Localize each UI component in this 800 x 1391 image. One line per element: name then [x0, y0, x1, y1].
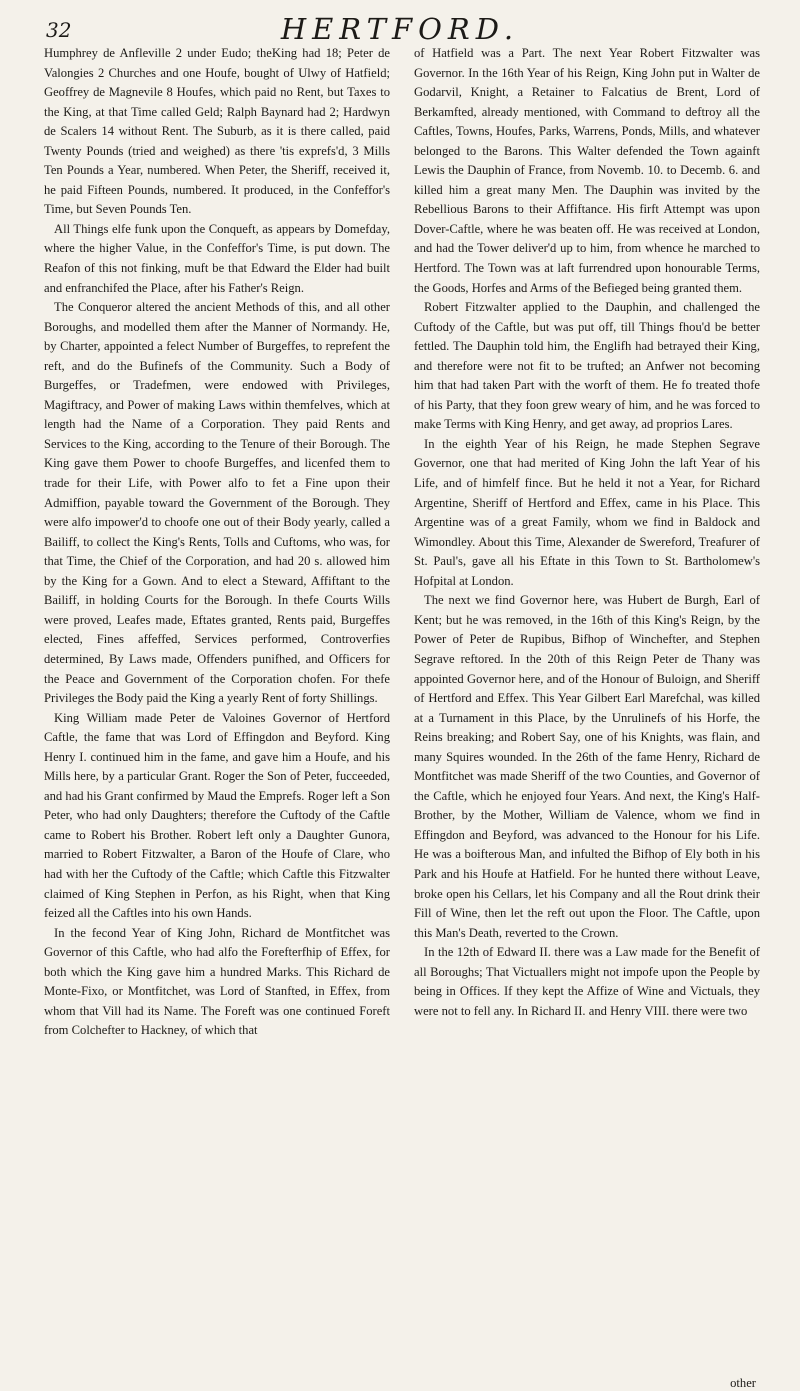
running-title: HERTFORD.: [280, 12, 520, 46]
paragraph: All Things elfe funk upon the Conqueft, as appears by Domefday, where the higher Value, in the Confeffor's Time, is put down. The Reafon of this not finking, muft be that Edward the Elder had built and enfranchifed the Place, after his Father's Reign.: [44, 221, 390, 295]
right-column: [414, 44, 760, 1041]
paragraph: of Hatfield was a Part. The next Year Robert Fitzwalter was Governor. In the 16th Year of his Reign, King John put in Walter de Godarvil, Knight, a Retainer to Falcatius de Brent, Lord of Berkamfted, already mentioned, with Command to deftroy all the Caftles, Towns, Houfes, Parks, Warrens, Ponds, Mills, and whatever belonged to the Barons. This Walter defended the Town againft Lewis the Dauphin of France, from Novemb. 10. to Decemb. 6. and killed him a great many Men. The Dauphin was invited by the Rebellious Barons to their Affiftance. His firft Attempt was upon Dover-Caftle, where he was beaten off. He was received at London, and had the Tower deliver'd up to him, from whence he marched to Hertford. The Town was at laft furrendred upon honourable Terms, the Goods, Horfes and Arms of the Befieged being granted them.: [414, 46, 760, 295]
left-column: [44, 44, 390, 1041]
catchword: other: [730, 1376, 756, 1390]
paragraph: In the eighth Year of his Reign, he made Stephen Segrave Governor, one that had merited of King John the laft Year of his Life, and of himfelf fince. But he held it not a Year, for Richard Argentine, Sheriff of Hertford and Effex, came in his Place. This Argentine was of a great Family, whom we find in Baldock and Wimondley. About this Time, Alexander de Swereford, Treafurer of St. Paul's, gave all his Eftate in this Town to St. Bartholomew's Hofpital at London.: [414, 436, 760, 588]
page-number: 32: [46, 18, 72, 42]
paragraph: Robert Fitzwalter applied to the Dauphin, and challenged the Cuftody of the Caftle, but was put off, till Things fhou'd be better fettled. The Dauphin told him, the Englifh had betrayed their King, and therefore were not fit to be trufted; an Anfwer not becoming him that had taken Part with the worft of them. He fo treated thofe of his Party, that they foon grew weary of him, and he was forced to make Terms with King Henry, and get away, ad proprios Lares.: [414, 300, 760, 432]
paragraph: In the 12th of Edward II. there was a Law made for the Benefit of all Boroughs; That Victuallers might not impofe upon the People by being in Offices. If they kept the Affize of Wine and Victuals, they were not to fell any. In Richard II. and Henry VIII. there were two: [414, 945, 760, 1018]
paragraph: The Conqueror altered the ancient Methods of this, and all other Boroughs, and modelled them after the Manner of Normandy. He, by Charter, appointed a felect Number of Burgeffes, to reprefent the reft, and do the Bufinefs of the Community. Such a Body of Burgeffes, or Tradefmen, were endowed with Privileges, Magiftracy, and Power of making Laws within themfelves, which at length had the Name of a Corporation. They paid Rents and Services to the King, according to the Tenure of their Borough. The King gave them Power to choofe Burgeffes, and licenfed them to trade for their Life, with Power alfo to fet a Fine upon their Admiffion, payable toward the Government of the Borough. They were alfo impower'd to choofe one out of their Body yearly, called a Bailiff, to collect the King's Rents, Tolls and Cuftoms, who was, for that Time, the Chief of the Corporation, and had 20 s. allowed him by the King for a Gown. And to elect a Steward, Affiftant to the Bailiff, in holding Courts for the Borough. In thefe Courts Wills were proved, Leafes made, Eftates granted, Rents paid, Burgeffes elected, Fines affeffed, Services performed, Controverfies determined, By Laws made, Offenders punifhed, and Officers for the Peace and Government of the Corporation chofen. For thefe Privileges the Body paid the King a yearly Rent of forty Shillings.: [44, 300, 390, 706]
paragraph: King William made Peter de Valoines Governor of Hertford Caftle, the fame that was Lord of Effingdon and Beyford. King Henry I. continued him in the fame, and gave him a Houfe, and his Mills here, by a particular Grant. Roger the Son of Peter, fucceeded, and had his Grant confirmed by Maud the Emprefs. Roger left a Son Peter, who had only Daughters; therefore the Cuftody of the Caftle came to Robert his Brother. Robert left only a Daughter Gunora, married to Robert Fitzwalter, a Baron of the Houfe of Clare, who had with her the Cuftody of the Caftle; which Caftle this Fitzwalter claimed of King Stephen in Perfon, as his Right, when that King feized all the Caftles into his own Hands.: [44, 710, 390, 921]
text-columns: [44, 44, 760, 1041]
paragraph: The next we find Governor here, was Hubert de Burgh, Earl of Kent; but he was removed, in the 16th of this King's Reign, by the Power of Peter de Rupibus, Bifhop of Winchefter, and Stephen Segrave reftored. In the 20th of this Reign Peter de Thany was appointed Governor here, and of the Honour of Buloign, and Sheriff of Hertford and Effex. This Year Gilbert Earl Marefchal, was killed at a Turnament in this Place, by the Unrulinefs of his Horfe, the Reins breaking; and Robert Say, one of his Knights, was flain, and many Squires wounded. In the 26th of the fame Henry, Richard de Montfitchet was made Sheriff of the two Counties, and Governor of the Caftle, which he enjoyed four Years. And next, the King's Half-Brother, by the Mother, William de Valence, whom we find in Effingdon and Beyford, was advanced to the Honour for his Life. He was a boifterous Man, and infulted the Bifhop of Ely both in his Park and his Houfe at Hatfield. For he hunted there without Leave, broke open his Cellars, let his Company and all the Rout drink their Fill of Wine, then let the reft out upon the Floor. The Caftle, upon this Man's Death, reverted to the Crown.: [414, 593, 760, 940]
paragraph: In the fecond Year of King John, Richard de Montfitchet was Governor of this Caftle, who had alfo the Forefterfhip of Effex, for both which the King gave him a hundred Marks. This Richard de Monte-Fixo, or Montfitchet, was Lord of Stanfted, in Effex, from whom that Vill had its Name. The Foreft was one continued Foreft from Colchefter to Hackney, of which that: [44, 925, 390, 1038]
paragraph: Humphrey de Anfleville 2 under Eudo; theKing had 18; Peter de Valongies 2 Churches and one Houfe, bought of Ulwy of Hatfield; Geoffrey de Magnevile 8 Houfes, which paid no Rent, but Taxes to the King, at that Time called Geld; Ralph Baynard had 2; Hardwyn de Scalers 14 without Rent. The Suburb, as it is there called, paid Twenty Pounds (tried and weighed) as there 'tis exprefs'd, 3 Mills Ten Pounds a Year, numbered. When Peter, the Sheriff, received it, he paid Fifteen Pounds, numbered. It produced, in the Confeffor's Time, but Seven Pounds Ten.: [44, 46, 390, 217]
